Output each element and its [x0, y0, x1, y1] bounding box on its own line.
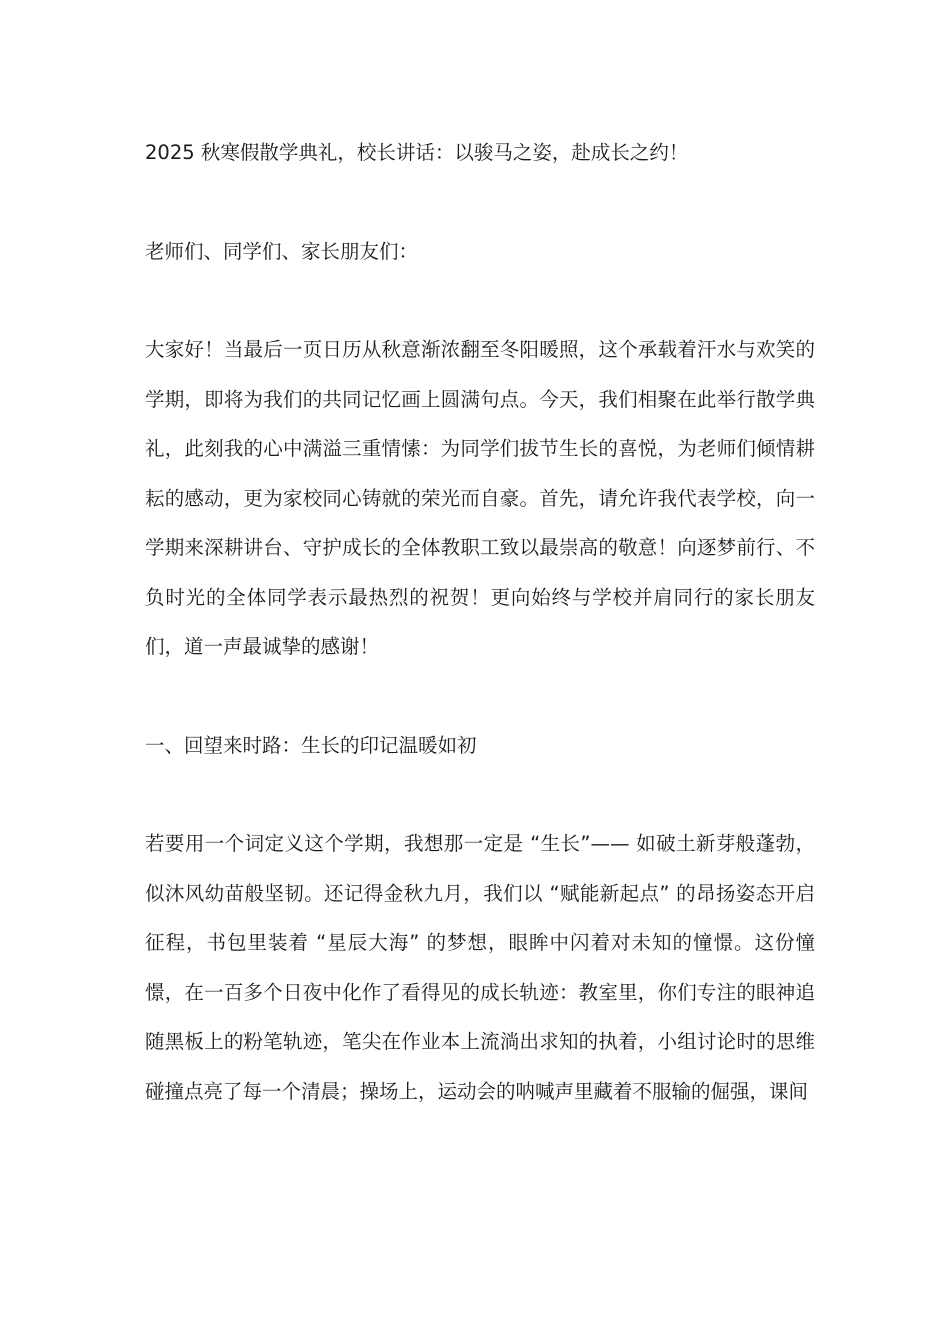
intro-paragraph: 大家好！当最后一页日历从秋意渐浓翻至冬阳暖照，这个承载着汗水与欢笑的学期，即将为我们的共同记忆画上圆满句点。今天，我们相聚在此举行散学典礼，此刻我的心中满溢三重情愫：为同学们拔节生长的喜悦，为老师们倾情耕耘的感动，更为家校同心铸就的荣光而自豪。首先，请允许我代表学校，向一学期来深耕讲台、守护成长的全体教职工致以最崇高的敬意！向逐梦前行、不负时光的全体同学表示最热烈的祝贺！更向始终与学校并肩同行的家长朋友们，道一声最诚挚的感谢！ — [145, 338, 815, 658]
paragraph-spacer — [145, 672, 815, 721]
paragraph-spacer — [145, 770, 815, 819]
paragraph-spacer — [145, 276, 815, 325]
document-title: 2025 秋寒假散学典礼，校长讲话：以骏马之姿，赴成长之约！ — [145, 141, 689, 164]
salutation: 老师们、同学们、家长朋友们： — [145, 239, 419, 263]
document-body — [145, 128, 815, 1116]
paragraph-spacer — [145, 178, 815, 227]
section-paragraph: 若要用一个词定义这个学期，我想那一定是 “生长”—— 如破土新芽般蓬勃，似沐风幼苗般坚韧。还记得金秋九月，我们以 “赋能新起点” 的昂扬姿态开启征程，书包里装着 “星辰大海” 的梦想，眼眸中闪着对未知的憧憬。这份憧憬，在一百多个日夜中化作了看得见的成长轨迹：教室里，你们专注的眼神追随黑板上的粉笔轨迹，笔尖在作业本上流淌出求知的执着，小组讨论时的思维碰撞点亮了每一个清晨；操场上，运动会的呐喊声里藏着不服输的倔强，课间 — [145, 832, 815, 1103]
section-heading: 一、回望来时路：生长的印记温暖如初 — [145, 733, 477, 757]
